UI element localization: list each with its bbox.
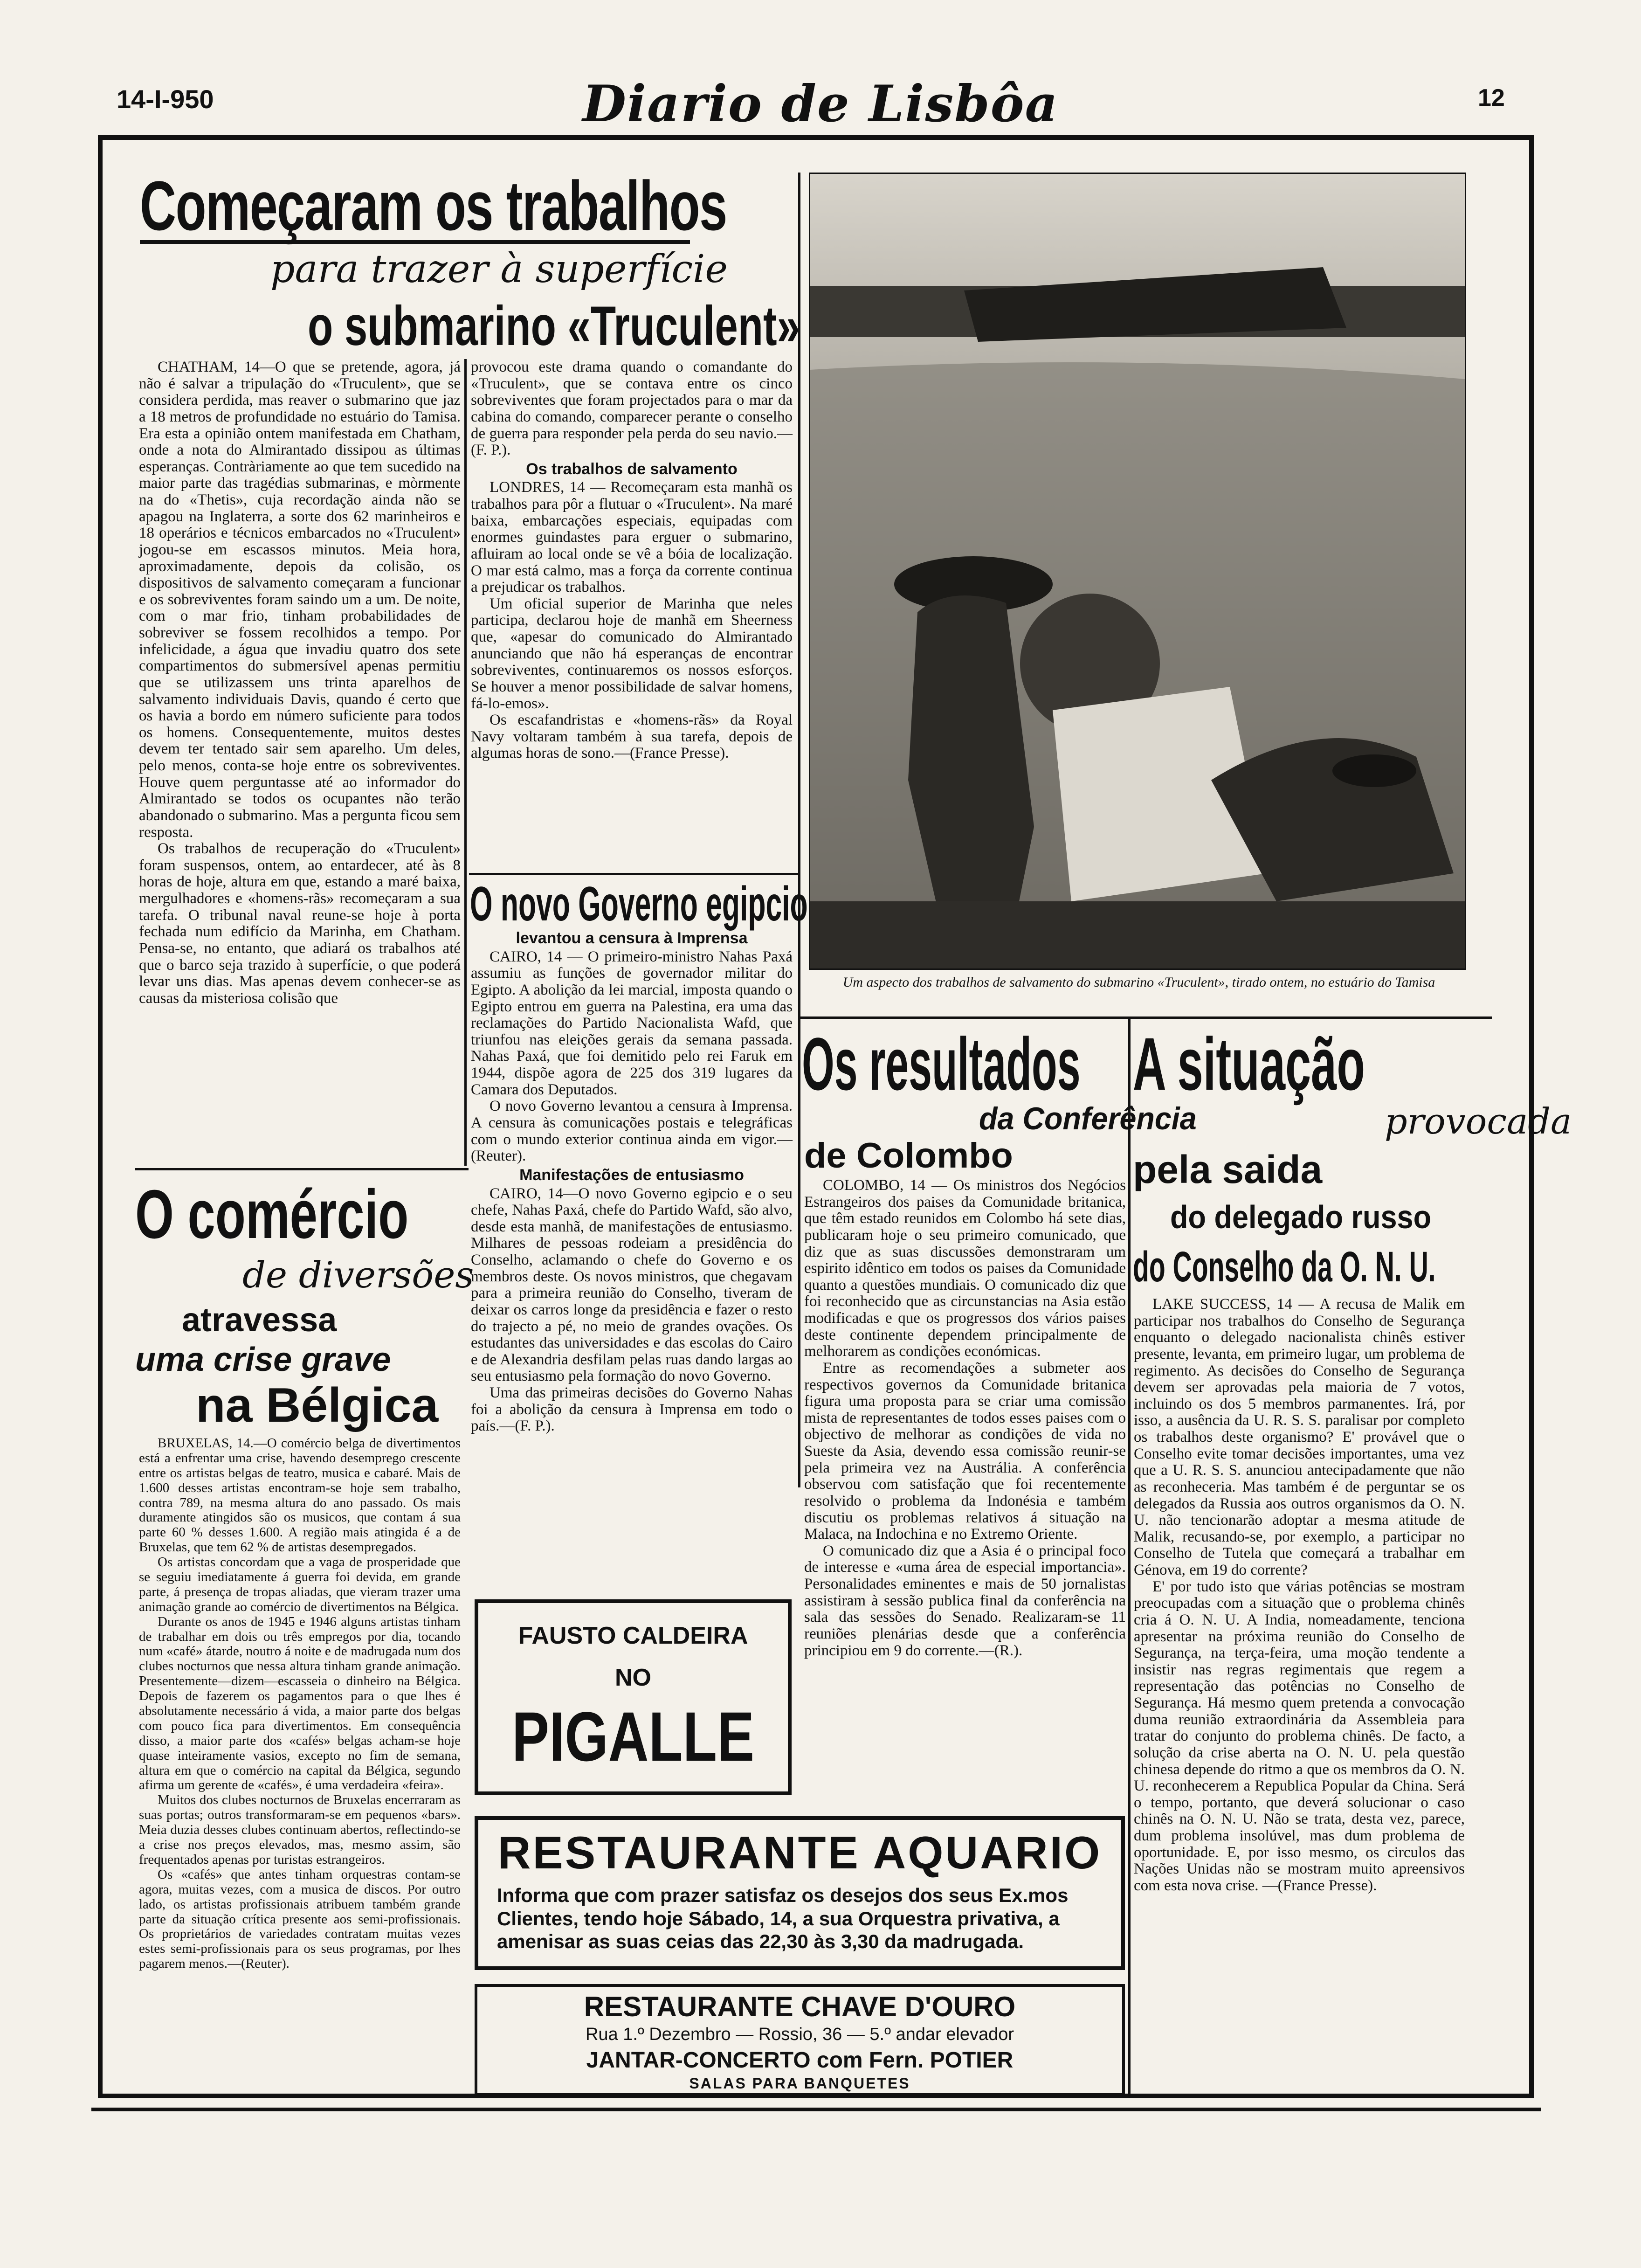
belgica-h4-box <box>135 1341 466 1383</box>
colombo-paragraph: O comunicado diz que a Asia é o principal foco de interesse e «uma área de especial importancia». Personalidades eminentes e mais de 50 jornalistas assistiram à sessão publica final da conferência na sala das sessões do Senado. Realizaram-se 11 reuniões plenárias desde que a conferência principiou em 9 do corrente.—(R.). <box>804 1542 1126 1659</box>
onu-paragraph: LAKE SUCCESS, 14 — A recusa de Malik em participar nos trabalhos do Conselho de Segurança enquanto o delegado nacionalista chinês estiver presente, levanta, em primeiro lugar, um problema de regimento. As decisões do Conselho de Segurança devem ser aprovadas pela maioria de 7 votos, incluindo os dos 5 membros parmanentes. Irá, por isso, a ausência da U. R. S. S. paralisar por completo os trabalhos deste organismo? E' provável que o Conselho evite tomar decisões importantes, uma vez que a U. R. S. S. anunciou antecipadamente que não as reconheceria. Mas também é de perguntar se os delegados da Russia aos outros organismos da O. N. U. não tencionarão adoptar a mesma atitude de Malik, recusando-se, por exemplo, a participar no Conselho de Tutela que começará a trabalhar em Génova, em 19 do corrente? <box>1134 1296 1465 1578</box>
colombo-paragraph: COLOMBO, 14 — Os ministros dos Negócios Estrangeiros dos paises da Comunidade britanica, que têm estado reunidos em Colombo há sete dias, publicaram hoje o seu primeiro comunicado, que diz que as suas discussões demonstraram um espirito idêntico em todos os paises da Comunidade quanto a questões mundiais. O comunicado diz que foi reconhecido que as circunstancias na Asia estão modificadas e que os progressos dos vários paises deste continente dependem principalmente de melhorarem as condições económicas. <box>804 1177 1126 1360</box>
aquario-ad <box>475 1816 1125 1970</box>
truculent-paragraph: Os trabalhos de recuperação do «Truculent» foram suspensos, ontem, ao entardecer, até às 8 horas de hoje, altura em que, estando a maré baixa, mergulhadores e «homens-rãs» recomeçaram a sua tarefa. O tribunal naval reune-se hoje à porta fechada num edifício da Marinha, em Chatham. Pensa-se, no entanto, que adiará os trabalhos até que o barco seja trazido à superfície, o que poderá levar uns dias. Mas apenas devem conhecer-se as causas da misteriosa colisão que <box>139 840 461 1007</box>
belgica-h1-box <box>135 1175 466 1252</box>
column-rule <box>1128 1019 1131 2096</box>
onu-subheadline-2: pela saida <box>1133 1148 1323 1191</box>
belgica-paragraph: Os «cafés» que antes tinham orquestras contam-se agora, muitas vezes, com a musica de discos. Por outro lado, os artistas profissionais atribuem também grande parte da situação crítica presente aos semi-profissionais. Os proprietários de variedades contratam muitas vezes estes semi-profissionais para os seus programas, por lhes pagarem menos.—(Reuter). <box>139 1867 461 1971</box>
column-rule <box>798 173 800 1487</box>
truculent-paragraph: CHATHAM, 14—O que se pretende, agora, já não é salvar a tripulação do «Truculent», que se considera perdida, mas reaver o submarino que jaz a 18 metros de profundidade no estuário do Tamisa. Era esta a opinião ontem manifestada em Chatham, onde a nota do Almirantado dissipou as últimas esperanças. Contràriamente ao que tem sucedido na maior parte das tragédias submarinas, e mòrmente na do «Thetis», cuja recordação ainda não se apagou na Inglaterra, a sorte dos 62 marinheiros e 18 operários e técnicos embarcados no «Truculent» jogou-se em escassos minutos. Meia hora, aproximadamente, depois da colisão, os dispositivos de salvamento começaram a funcionar e os sobreviventes foram saindo um a um. De noite, com o mar frio, tinham probabilidades de sobreviver se fossem recolhidos a tempo. Por infelicidade, a água que invadiu quatro dos sete compartimentos do submersível apenas permitiu que se utilizassem uns trinta aparelhos de salvamento individuais Davis, quando é certo que os havia a bordo em número suficiente para todos os homens. Consequentemente, muitos destes devem ter tentado sair sem aparelho. Um deles, pelo menos, conta-se hoje entre os sobreviventes. Houve quem perguntasse até ao informador do Almirantado se todos os ocupantes não terão abandonado o submarino. Mas a pergunta ficou sem resposta. <box>139 359 461 841</box>
onu-h1-box <box>1133 1021 1469 1105</box>
section-rule <box>469 873 798 875</box>
colombo-paragraph: Entre as recomendações a submeter aos respectivos governos da Comunidade britanica figura uma proposta para se criar uma comissão mista de representantes de todos esses paises com o objectivo de melhorar as condições de vida no Sueste da Asia, devendo essa comissão reunir-se pela primeira vez na Austrália. A conferência observou com satisfação que foi recentemente resolvido o problema da Indonésia e também discutiu os problemas relativos á situação na Malaca, na Indochina e no Extremo Oriente. <box>804 1359 1126 1543</box>
belgica-h2-box <box>242 1254 474 1301</box>
belgica-paragraph: Os artistas concordam que a vaga de prosperidade que se seguiu imediatamente á guerra foi devida, em grande parte, á presença de tropas aliadas, que vieram trazer uma animação grande ao comércio de divertimentos na Bélgica. <box>139 1555 461 1614</box>
aquario-ad-title: RESTAURANTE AQUARIO <box>497 1827 1102 1878</box>
issue-date: 14-I-950 <box>117 84 214 114</box>
onu-subheadline-1: provocada <box>1385 1100 1572 1142</box>
chave-douro-ad <box>475 1984 1125 2096</box>
truculent-paragraph: Os escafandristas e «homens-rãs» da Royal Navy voltaram também à sua tarefa, depois de algumas horas de sono.—(France Presse). <box>471 712 793 762</box>
chave-ad-address: Rua 1.º Dezembro — Rossio, 36 — 5.º andar elevador <box>585 2025 1014 2044</box>
onu-subheadline-3: do delegado russo <box>1170 1199 1432 1235</box>
belgica-paragraph: Muitos dos clubes nocturnos de Bruxelas encerraram as suas portas; outros transformaram-se em pequenos «bars». Meia duzia desses clubes continuam abertos, reflectindo-se a crise nos preços elevados, mas, mesmo assim, são frequentados apenas por turistas estrangeiros. <box>139 1792 461 1867</box>
aquario-ad-body: Informa que com prazer satisfaz os desejos dos seus Ex.mos Clientes, tendo hoje Sábado, 14, a sua Orquestra privativa, a amenisar as suas ceias das 22,30 às 3,30 da madrugada. <box>497 1884 1069 1953</box>
section-rule <box>135 1168 469 1170</box>
truculent-sub1-box <box>270 247 807 298</box>
egypt-paragraph: Uma das primeiras decisões do Governo Nahas foi a abolição da censura à Imprensa em todo o país.—(F. P.). <box>471 1384 793 1435</box>
section-rule <box>798 1016 1492 1019</box>
page-number: 12 <box>1478 84 1505 111</box>
headline-underline <box>140 240 690 244</box>
onu-h2-box <box>1385 1100 1572 1147</box>
salvage-photo <box>809 173 1466 970</box>
belgica-h3-box <box>182 1301 415 1341</box>
colombo-h3-box <box>804 1135 1103 1177</box>
pigalle-ad-line-2: NO <box>615 1664 651 1691</box>
onu-paragraph: E' por tudo isto que várias potências se mostram preocupadas com a situação que o problema chinês cria á O. N. U. A India, nomeadamente, tenciona apresentar na próxima reunião do Conselho de Segurança, na terça-feira, uma moção tendente a insistir nas regras regimentais que regem a representação das potências no Conselho de Segurança. Há mesmo quem pretenda a convocação duma reunião extraordinária da Assembleia para tratar do conjunto do problema chinês. De facto, a solução da crise aberta na O. N. U. pela questão chinesa depende do ritmo a que os membros da O. N. U. reconhecerem a Republica Popular da China. Será o tempo, portanto, que deverá solucionar o caso chinês na O. N. U. Não se trata, desta vez, parece, dum problema insolúvel, mas dum problema de oportunidade. E, por isso mesmo, os circulos das Nações Unidas não se mostram muito apreensivos com esta nova crise. —(France Presse). <box>1134 1578 1465 1894</box>
egypt-body <box>471 928 793 1595</box>
bottom-rule <box>91 2108 1541 2111</box>
belgica-subheadline-1: de diversões <box>242 1254 474 1296</box>
belgica-paragraph: Durante os anos de 1945 e 1946 alguns artistas tinham de trabalhar em dois ou três empregos por dia, tocando num «café» átarde, noutro á noite e de madrugada num dos clubes nocturnos que nessa altura tinham grande animação. Presentemente—dizem—escasseia o dinheiro na Bélgica. Depois de fazerem os pagamentos para o que lhes é absolutamente necessário á vida, a maior parte dos belgas com pouco fica para divertimentos. Em consequência disso, a maior parte dos «cafés» belgas acham-se hoje quase inteiramente vasios, excepto no fim de semana, altura em que o comércio na capital da Bélgica, segundo afirma um gerente de «cafés», é uma verdadeira «feira». <box>139 1614 461 1793</box>
pigalle-ad <box>475 1599 792 1795</box>
belgica-h5-box <box>196 1378 471 1434</box>
belgica-paragraph: BRUXELAS, 14.—O comércio belga de divertimentos está a enfrentar uma crise, havendo desemprego crescente entre os artistas belgas de teatro, musica e cabaré. Mais de 1.600 desses artistas encontram-se hoje sem trabalho, contra 789, na mesma altura do ano passado. Os mais duramente atingidos são os musicos, que contam á sua parte 60 % desses 1.600. A região mais atingida é a de Bruxelas, que tem 62 % de artistas desempregados. <box>139 1436 461 1555</box>
salvamento-subheading: Os trabalhos de salvamento <box>526 460 738 478</box>
chave-ad-title: RESTAURANTE CHAVE D'OURO <box>584 1991 1016 2022</box>
truculent-headline-box <box>140 166 793 245</box>
truculent-column-1 <box>139 359 461 1166</box>
onu-h4-box <box>1170 1198 1496 1240</box>
chave-ad-rooms: SALAS PARA BANQUETES <box>689 2075 910 2092</box>
truculent-column-2 <box>471 359 793 877</box>
truculent-sub2-box <box>308 294 811 357</box>
onu-h3-box <box>1133 1147 1413 1194</box>
photo-caption: Um aspecto dos trabalhos de salvamento do submarino «Truculent», tirado ontem, no estuário do Tamisa <box>842 975 1435 990</box>
salvage-photo-image <box>810 174 1465 968</box>
column-rule <box>464 359 467 1166</box>
egypt-headline-box <box>470 877 808 931</box>
pigalle-ad-line-1: FAUSTO CALDEIRA <box>518 1622 748 1649</box>
truculent-paragraph: Um oficial superior de Marinha que neles participa, declarou hoje de manhã em Sheerness que, «apesar do comunicado do Almirantado anunciando que não há esperanças de encontrar sobreviventes, continuaremos os nossos esforços. Se houver a menor possibilidade de salvar homens, fá-lo-emos». <box>471 595 793 712</box>
belgica-subheadline-4: na Bélgica <box>196 1378 439 1432</box>
egypt-paragraph: CAIRO, 14 — O primeiro-ministro Nahas Paxá assumiu as funções de governador militar do Egipto. A abolição da lei marcial, imposta quando o Egipto entrou em guerra na Palestina, era uma das reclamações do Partido Nacionalista Wafd, que triunfou nas eleições gerais da semana passada. Nahas Paxá, que foi demitido pelo rei Faruk em 1944, dispõe agora de 225 dos 319 lugares da Camara dos Deputados. <box>471 948 793 1098</box>
masthead: Diario de Lisbôa <box>582 75 1059 133</box>
onu-h5-box <box>1133 1243 1482 1294</box>
egypt-paragraph: CAIRO, 14—O novo Governo egipcio e o seu chefe, Nahas Paxá, chefe do Partido Wafd, são alvo, desde esta manhã, de manifestações de entusiasmo. Milhares de pessoas rodeiam a presidência do Conselho, aclamando o chefe do Governo e os membros deste. Os novos ministros, que chegavam para a primeira reunião do Conselho, tiveram de deixar os carros longe da presidência e fazer o resto do trajecto a pé, no meio de grandes ovações. Os estudantes das universidades e das escolas do Cairo e de Alexandria desfilam pelas ruas dando largas ao seu entusiasmo pela formação do novo Governo. <box>471 1185 793 1385</box>
colombo-subheadline-2: de Colombo <box>804 1136 1013 1175</box>
entusiasmo-subheading: Manifestações de entusiasmo <box>519 1166 744 1184</box>
truculent-paragraph: provocou este drama quando o comandante do «Truculent», que se contava entre os cinco sobreviventes que foram projectados para o mar da cabina do comando, comparecer perante o conselho de guerra para responder pela perda do seu navio.—(F. P.). <box>471 359 793 459</box>
egypt-headline: O novo Governo egipcio <box>470 877 808 931</box>
belgica-subheadline-2: atravessa <box>182 1301 337 1339</box>
belgica-headline: O comércio <box>135 1176 409 1253</box>
belgica-subheadline-3: uma crise grave <box>135 1341 391 1378</box>
colombo-subheadline-1: da Conferência <box>979 1101 1197 1136</box>
colombo-h1-box <box>802 1021 1138 1105</box>
onu-subheadline-4: do Conselho da O. N. U. <box>1133 1243 1436 1291</box>
egypt-paragraph: O novo Governo levantou a censura à Imprensa. A censura às comunicações postais e telegráficas com o mundo exterior continua ainda em vigor.—(Reuter). <box>471 1098 793 1165</box>
pigalle-ad-line-3: PIGALLE <box>511 1697 755 1776</box>
truculent-headline: Começaram os trabalhos <box>140 166 727 245</box>
truculent-subheadline-1: para trazer à superfície <box>270 247 728 291</box>
onu-headline: A situação <box>1133 1022 1365 1106</box>
onu-body <box>1134 1296 1465 2098</box>
egypt-subheading: levantou a censura à Imprensa <box>516 929 748 947</box>
colombo-headline: Os resultados <box>802 1022 1081 1106</box>
truculent-paragraph: LONDRES, 14 — Recomeçaram esta manhã os trabalhos para pôr a flutuar o «Truculent». Na maré baixa, embarcações especiais, equipadas com enormes guindastes para erguer o submarino, afluiram ao local onde se vê a bóia de localização. O mar está calmo, mas a força da corrente continua a prejudicar os trabalhos. <box>471 479 793 596</box>
page-header <box>0 70 1641 135</box>
colombo-body <box>804 1177 1126 1825</box>
truculent-subheadline-2: o submarino «Truculent» <box>308 295 800 357</box>
belgica-body <box>139 1436 461 2098</box>
chave-ad-concert: JANTAR-CONCERTO com Fern. POTIER <box>586 2048 1014 2073</box>
